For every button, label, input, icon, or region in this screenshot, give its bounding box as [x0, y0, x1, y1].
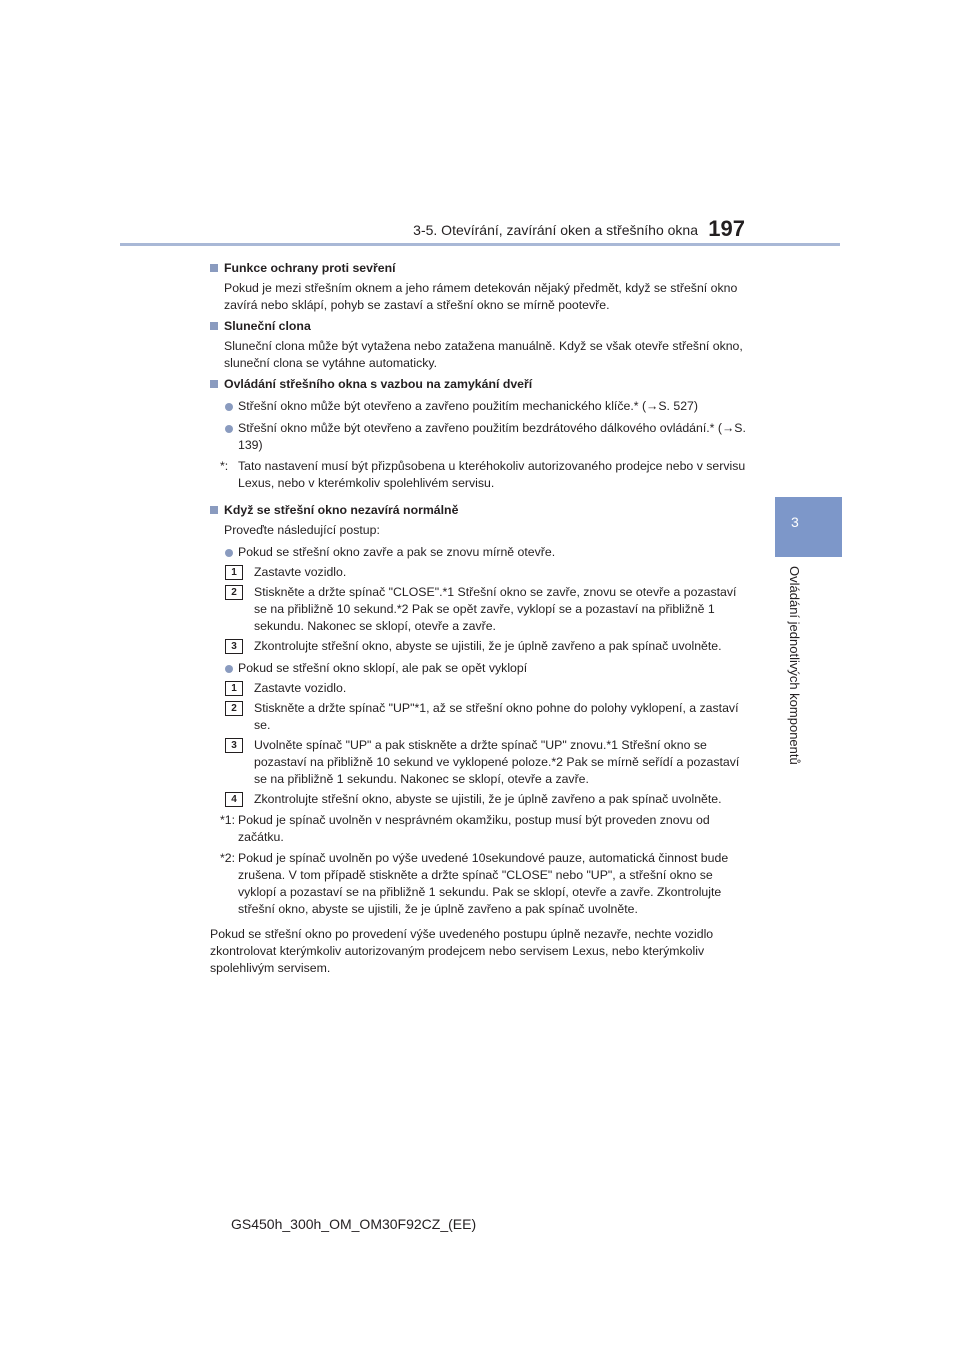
- section-heading: Funkce ochrany proti sevření: [210, 260, 750, 277]
- footnote: *: Tato nastavení musí být přizpůsobena u kteréhokoliv autorizovaného prodejce nebo v servisu Lexus, nebo v kterémkoliv spolehlivém servisu.: [220, 459, 746, 490]
- page-content: [210, 256, 750, 977]
- round-bullet-icon: [225, 665, 233, 673]
- page-header: [120, 208, 840, 246]
- chapter-number: 3: [791, 514, 799, 530]
- step-number: 4: [225, 792, 243, 807]
- step-number: 3: [225, 738, 243, 753]
- section-heading: Sluneční clona: [210, 318, 750, 335]
- chapter-title: Ovládání jednotlivých komponentů: [787, 566, 802, 765]
- step-number: 1: [225, 565, 243, 580]
- section-body: Pokud je mezi střešním oknem a jeho rámem detekován nějaký předmět, když se střešní okno zavírá nebo sklápí, pohyb se zastaví a střešní okno se mírně pootevře.: [224, 281, 738, 312]
- step-item: 3 Uvolněte spínač "UP" a pak stiskněte a držte spínač "UP" znovu.*1 Střešní okno se pozastaví na přibližně 10 sekund ve vyklopené poloze.*2 Pak se mírně seřídí a pozastaví se na přibližně 1 sekundu. Nakonec se sklopí, otevře a zavře.: [210, 737, 750, 788]
- section-heading: Ovládání střešního okna s vazbou na zamykání dveří: [210, 376, 750, 393]
- section-title: 3-5. Otevírání, zavírání oken a střešního okna: [413, 222, 698, 238]
- step-number: 3: [225, 639, 243, 654]
- closing-paragraph: Pokud se střešní okno po provedení výše uvedeného postupu úplně nezavře, nechte vozidlo zkontrolovat kterýmkoliv autorizovaným prodejcem nebo servisem Lexus, nebo kterýmkoliv spolehlivým servisem.: [210, 927, 714, 975]
- footnote: *2: Pokud je spínač uvolněn po výše uvedené 10sekundové pauze, automatická činnost bude zrušena. V tom případě stiskněte a držte spínač "CLOSE" nebo "UP", a střešní okno se vyklopí a pozastaví se na přibližně 1 sekundu. Pak se sklopí, otevře a zavře. Zkontrolujte střešní okno, abyste se ujistili, že je úplně zavřeno a pak spínač uvolněte.: [220, 851, 729, 916]
- list-item: Pokud se střešní okno sklopí, ale pak se opět vyklopí: [210, 660, 750, 677]
- step-item: 2 Stiskněte a držte spínač "CLOSE".*1 Střešní okno se zavře, znovu se otevře a pozastaví se na přibližně 10 sekund.*2 Pak se opět zavře, vyklopí se a pozastaví na přibližně 1 sekundu. Nakonec se sklopí, otevře a zavře.: [210, 584, 750, 635]
- chapter-tab: [775, 497, 842, 557]
- square-bullet-icon: [210, 380, 218, 388]
- step-item: 2 Stiskněte a držte spínač "UP"*1, až se střešní okno pohne do polohy vyklopení, a zastaví se.: [210, 700, 750, 734]
- list-item: Střešní okno může být otevřeno a zavřeno použitím bezdrátového dálkového ovládání.* (→S. 139): [210, 420, 750, 454]
- page-number: 197: [708, 216, 745, 241]
- list-item: Střešní okno může být otevřeno a zavřeno použitím mechanického klíče.* (→S. 527): [210, 398, 750, 415]
- section-body: Sluneční clona může být vytažena nebo zatažena manuálně. Když se však otevře střešní okno, sluneční clona se vytáhne automaticky.: [224, 339, 743, 370]
- round-bullet-icon: [225, 425, 233, 433]
- square-bullet-icon: [210, 506, 218, 514]
- step-number: 1: [225, 681, 243, 696]
- step-number: 2: [225, 585, 243, 600]
- section-heading: Když se střešní okno nezavírá normálně: [210, 502, 750, 519]
- list-item: Pokud se střešní okno zavře a pak se znovu mírně otevře.: [210, 544, 750, 561]
- square-bullet-icon: [210, 322, 218, 330]
- document-code: GS450h_300h_OM_OM30F92CZ_(EE): [231, 1216, 477, 1232]
- step-number: 2: [225, 701, 243, 716]
- round-bullet-icon: [225, 403, 233, 411]
- square-bullet-icon: [210, 264, 218, 272]
- footnote: *1: Pokud je spínač uvolněn v nesprávném okamžiku, postup musí být proveden znovu od začátku.: [220, 813, 710, 844]
- round-bullet-icon: [225, 549, 233, 557]
- section-intro: Proveďte následující postup:: [224, 523, 380, 537]
- step-item: 1 Zastavte vozidlo.: [210, 564, 750, 581]
- step-item: 1 Zastavte vozidlo.: [210, 680, 750, 697]
- step-item: 3 Zkontrolujte střešní okno, abyste se ujistili, že je úplně zavřeno a pak spínač uvolněte.: [210, 638, 750, 655]
- header-rule: [120, 243, 840, 246]
- step-item: 4 Zkontrolujte střešní okno, abyste se ujistili, že je úplně zavřeno a pak spínač uvolněte.: [210, 791, 750, 808]
